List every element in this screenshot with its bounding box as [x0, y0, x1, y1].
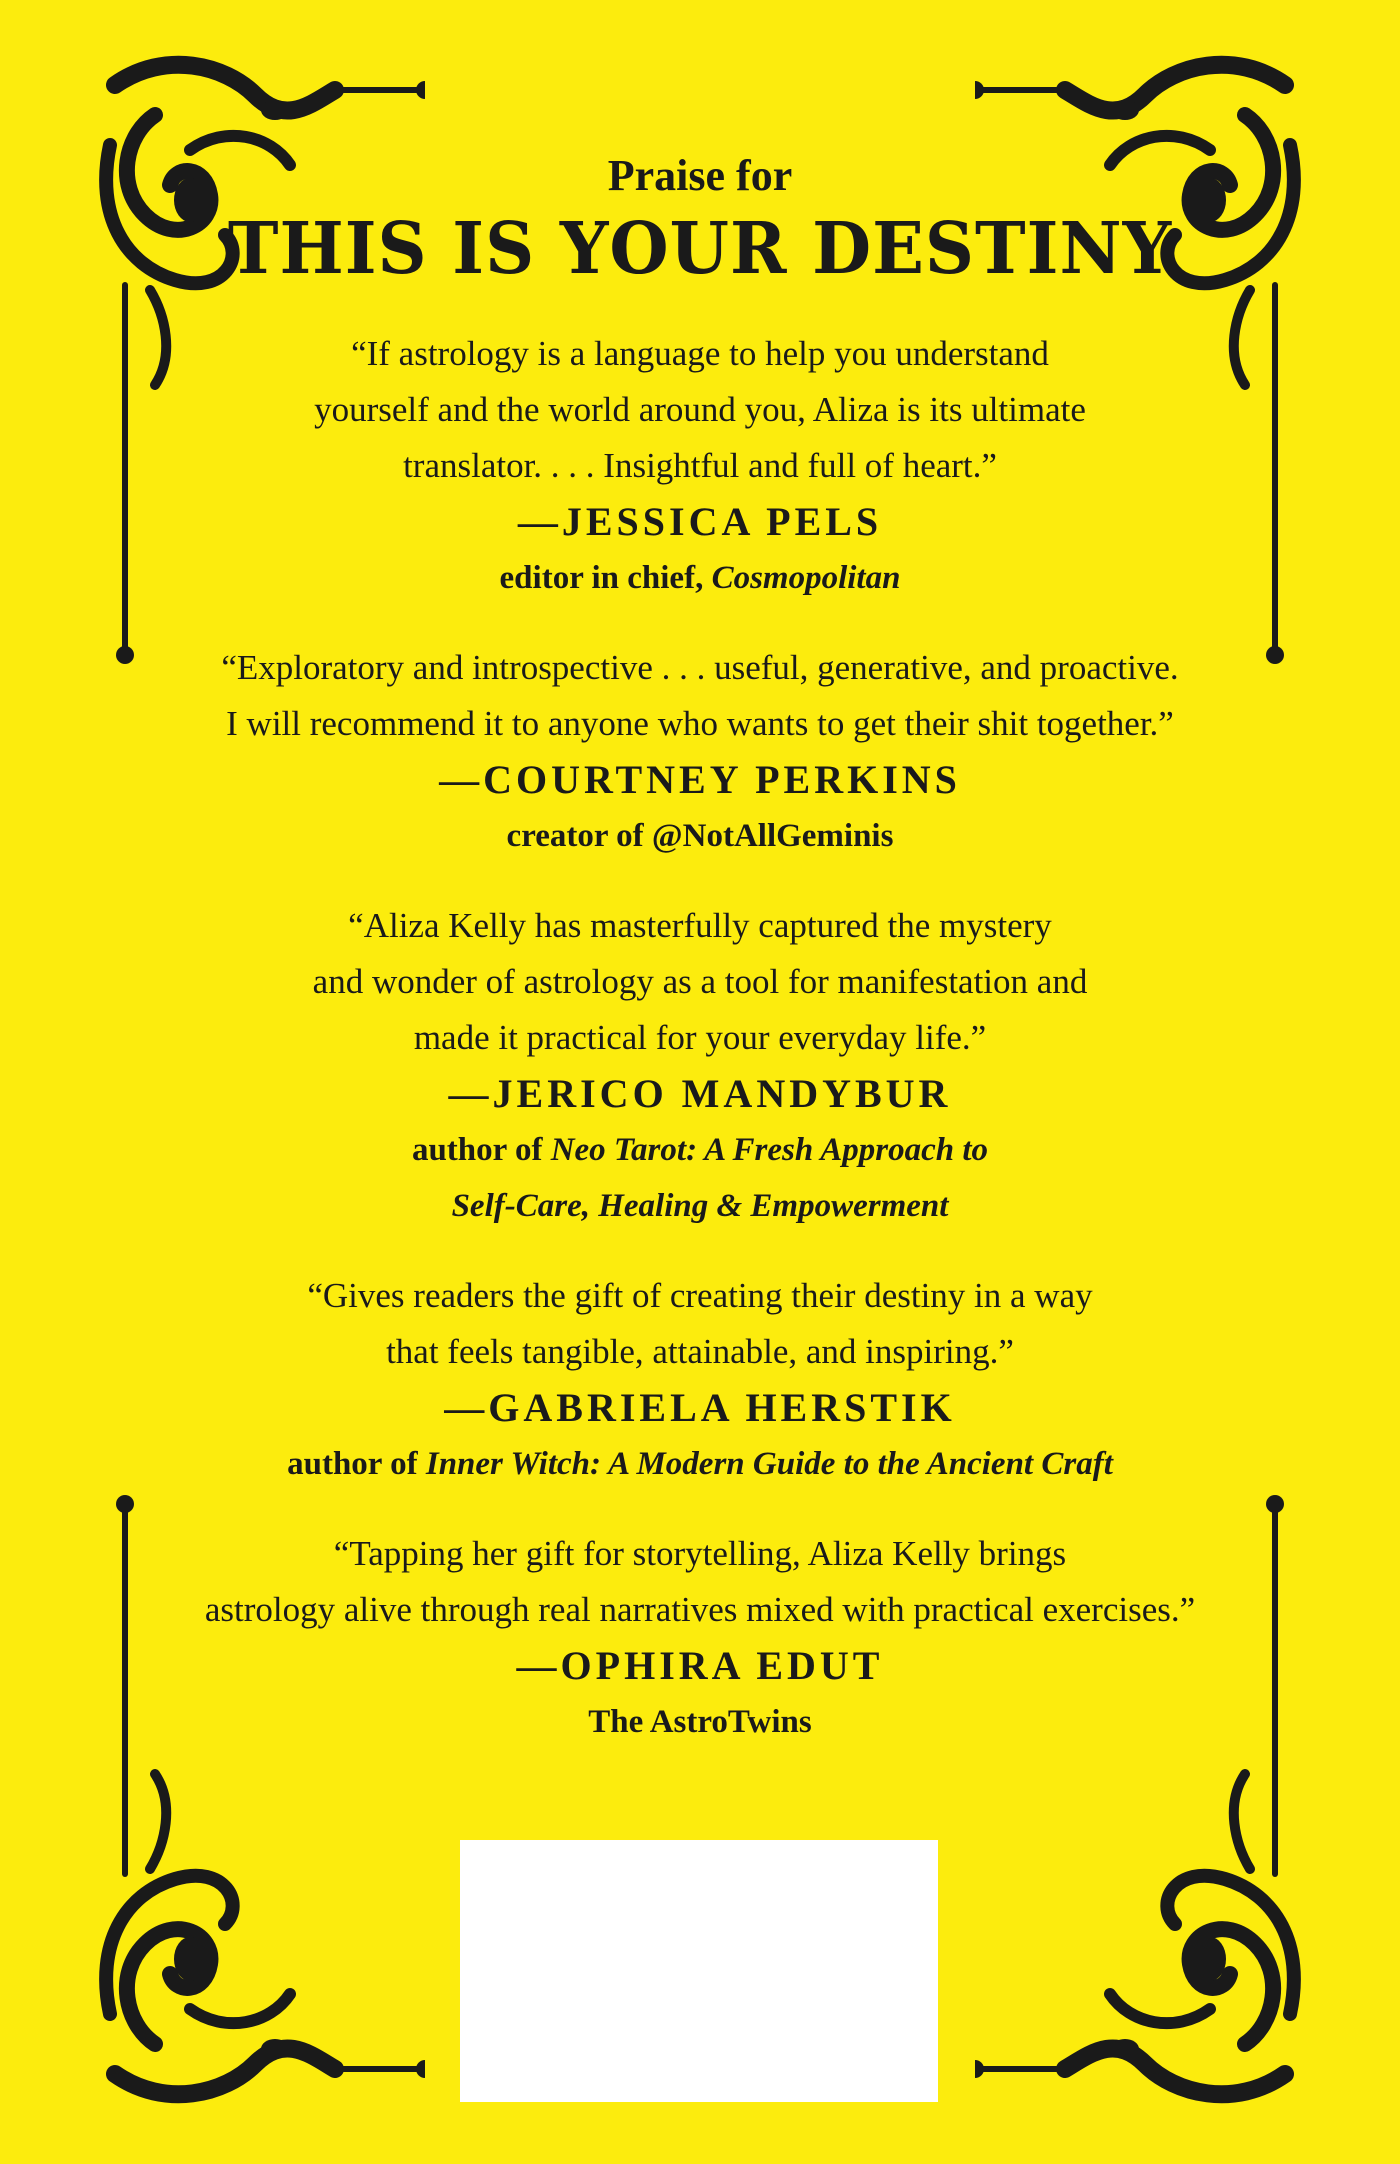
barcode-placeholder: [460, 1840, 938, 2102]
blurb-jerico-mandybur: [0, 898, 1400, 1234]
role-italic-text: Self-Care, Healing & Empowerment: [451, 1188, 949, 1225]
blurb-gabriela-herstik: [0, 1268, 1400, 1492]
blurb-quote: [0, 1268, 1400, 1380]
role-text: The AstroTwins: [588, 1704, 812, 1741]
role-italic-text: Neo Tarot: A Fresh Approach to: [550, 1132, 989, 1169]
quote-line: “If astrology is a language to help you understand: [351, 334, 1049, 374]
blurb-author-role: [0, 1436, 1400, 1492]
blurb-author-role: [0, 808, 1400, 864]
quote-line: “Tapping her gift for storytelling, Aliza Kelly brings: [333, 1534, 1067, 1574]
blurb-quote: [0, 640, 1400, 752]
quote-line: yourself and the world around you, Aliza is its ultimate: [314, 390, 1086, 430]
blurb-author-role: [0, 550, 1400, 606]
blurb-jessica-pels: [0, 326, 1400, 606]
role-text: editor in chief,: [499, 560, 712, 597]
quote-line: made it practical for your everyday life.”: [413, 1018, 987, 1058]
quote-line: that feels tangible, attainable, and inspiring.”: [386, 1332, 1014, 1372]
blurb-author-role: [0, 1694, 1400, 1750]
blurb-quote: [0, 898, 1400, 1066]
role-italic-text: Inner Witch: A Modern Guide to the Ancient Craft: [425, 1446, 1113, 1483]
blurb-author-name: —JERICO MANDYBUR: [448, 1071, 952, 1117]
praise-for-heading: Praise for: [607, 151, 793, 200]
role-text: author of: [411, 1132, 551, 1169]
quote-line: astrology alive through real narratives mixed with practical exercises.”: [204, 1590, 1196, 1630]
role-text: creator of @NotAllGeminis: [506, 818, 894, 855]
blurb-author-name: —OPHIRA EDUT: [516, 1643, 884, 1689]
blurb-quote: [0, 1526, 1400, 1638]
quote-line: “Aliza Kelly has masterfully captured the mystery: [348, 906, 1052, 946]
quote-line: “Gives readers the gift of creating their destiny in a way: [307, 1276, 1093, 1316]
blurb-author-name: —JESSICA PELS: [517, 499, 883, 545]
role-text: author of: [287, 1446, 426, 1483]
blurb-quote: [0, 326, 1400, 494]
book-title: THIS IS YOUR DESTINY: [227, 206, 1173, 291]
quote-line: “Exploratory and introspective . . . useful, generative, and proactive.: [221, 648, 1179, 688]
blurb-ophira-edut: [0, 1526, 1400, 1750]
blurb-author-role: [0, 1122, 1400, 1178]
blurb-courtney-perkins: [0, 640, 1400, 864]
blurb-author-role-continued: [0, 1178, 1400, 1234]
blurb-author-name: —COURTNEY PERKINS: [439, 757, 961, 803]
quote-line: I will recommend it to anyone who wants to get their shit together.”: [226, 704, 1174, 744]
praise-section: [0, 150, 1400, 1750]
quote-line: and wonder of astrology as a tool for manifestation and: [312, 962, 1088, 1002]
blurb-author-name: —GABRIELA HERSTIK: [444, 1385, 956, 1431]
quote-line: translator. . . . Insightful and full of heart.”: [403, 446, 997, 486]
role-italic-text: Cosmopolitan: [711, 560, 901, 597]
